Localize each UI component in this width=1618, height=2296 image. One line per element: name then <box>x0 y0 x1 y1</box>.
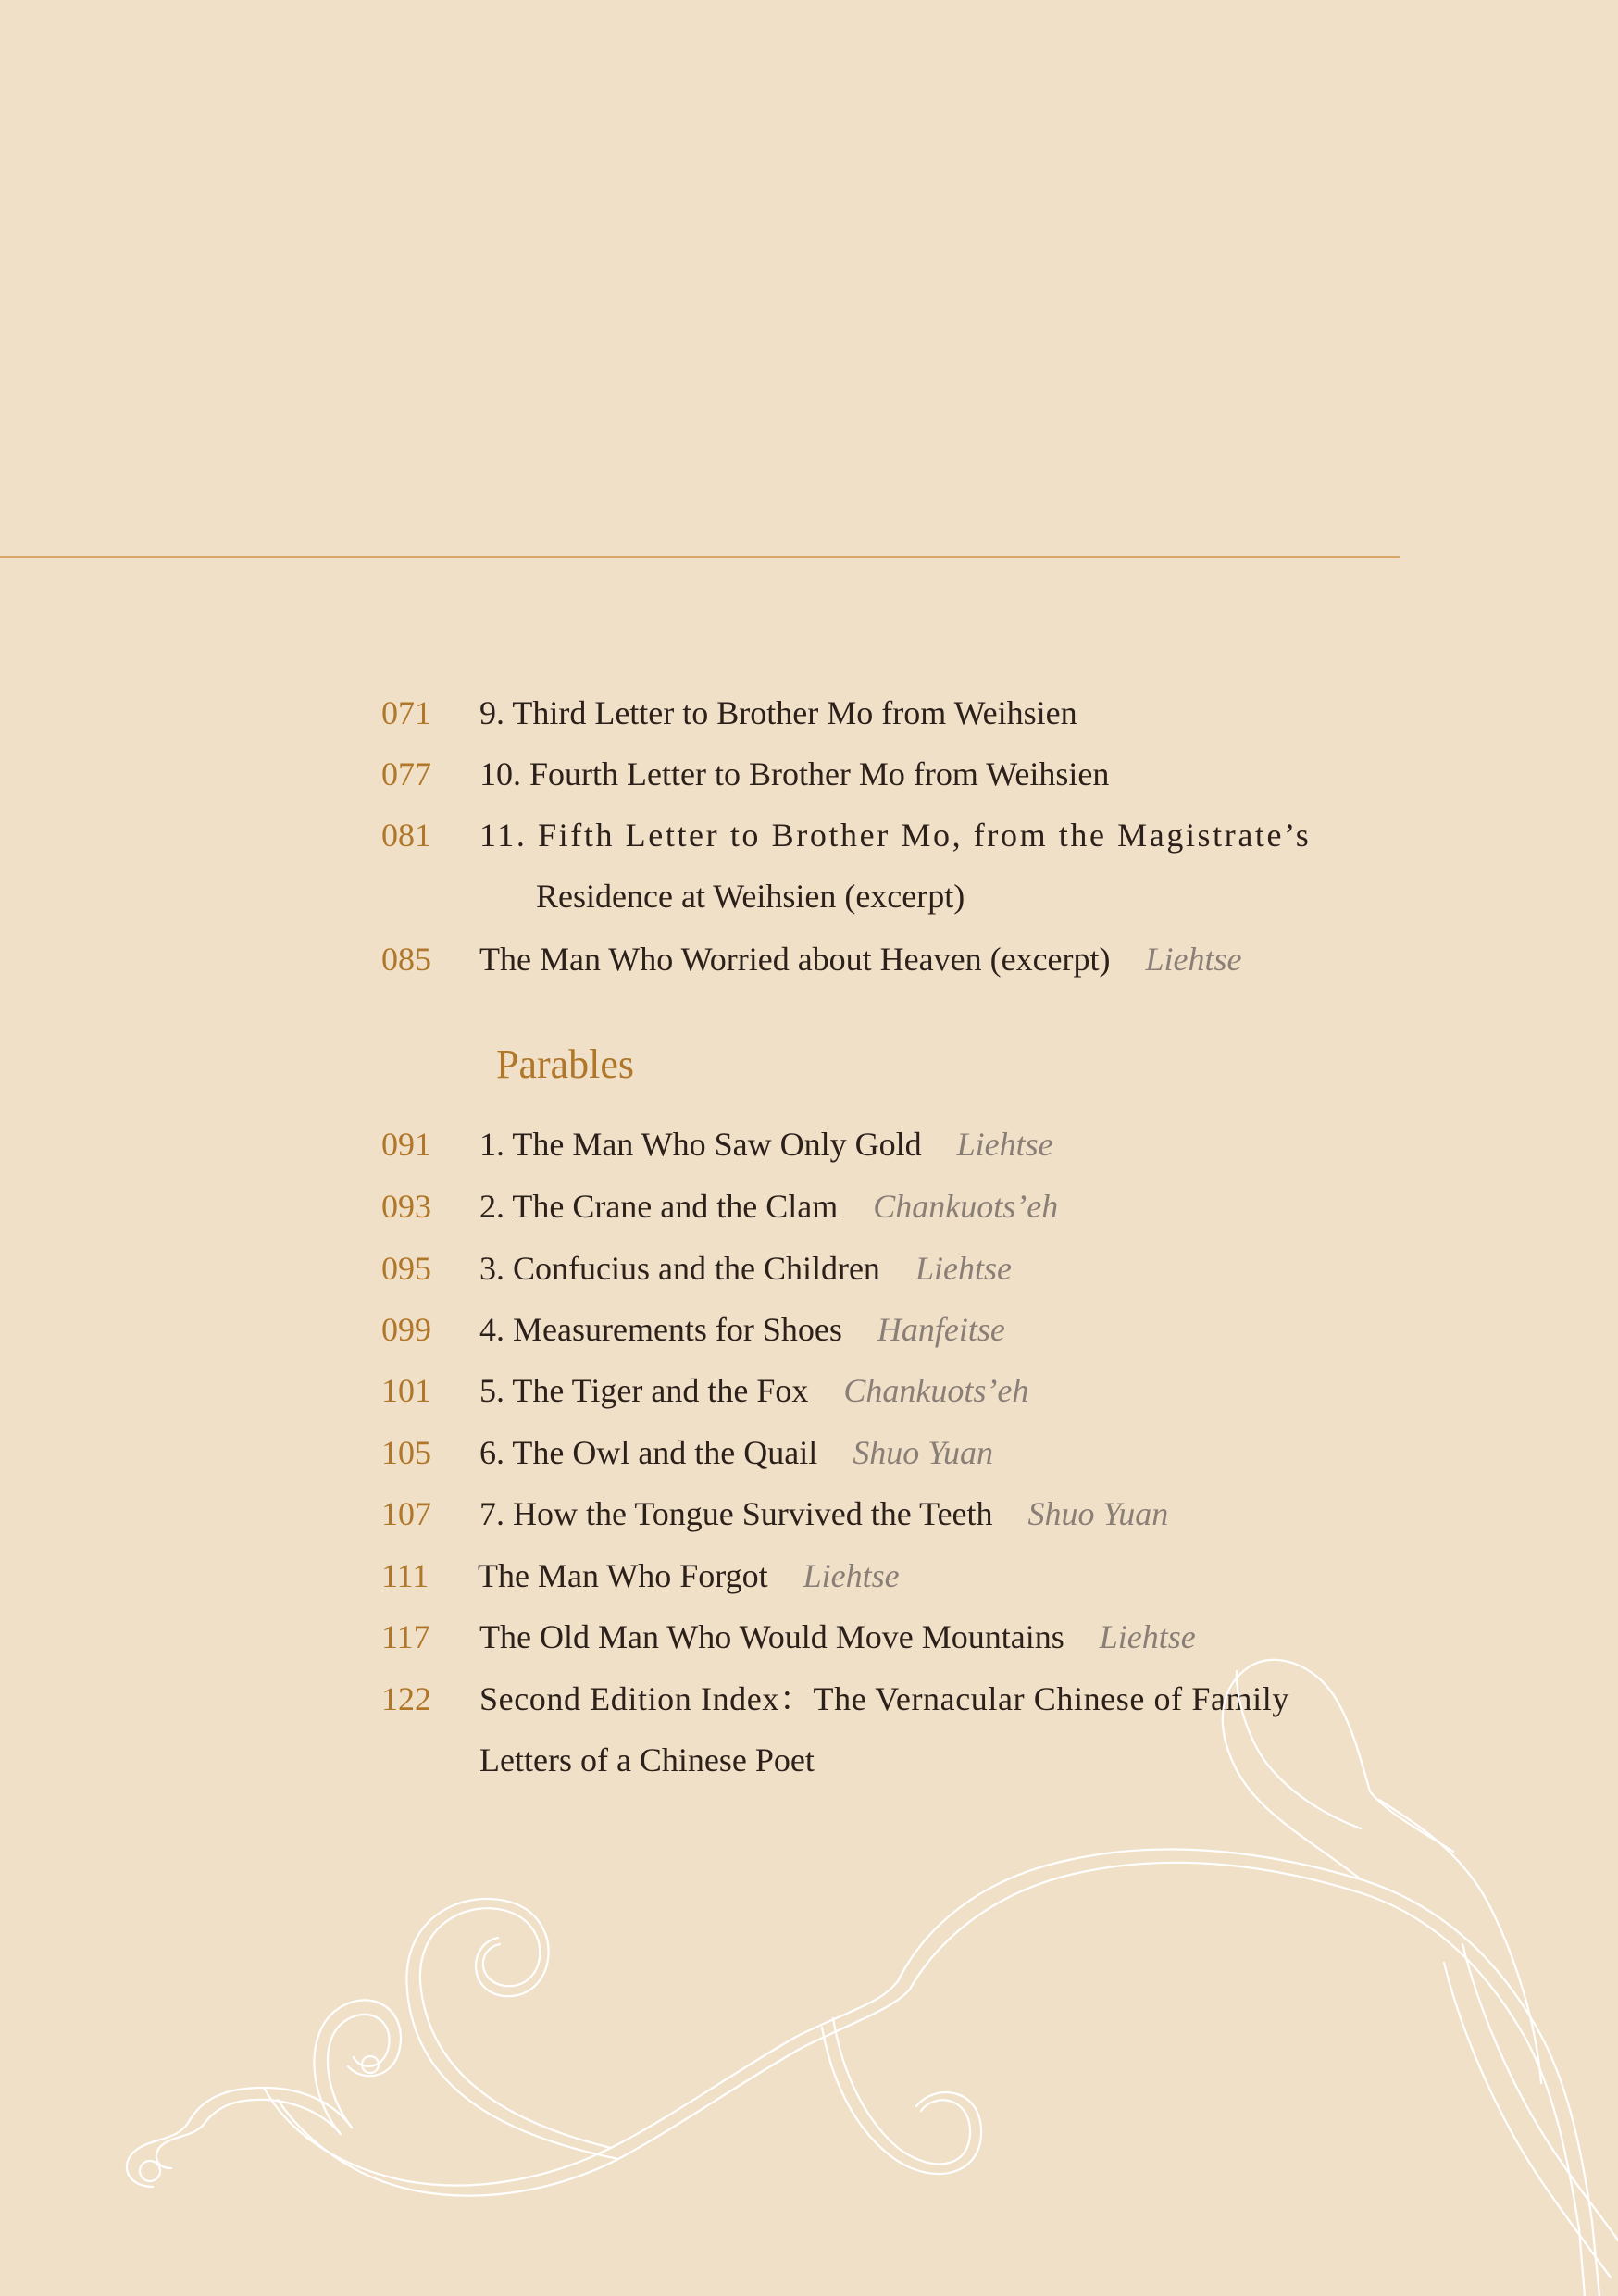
page-number: 077 <box>381 755 431 792</box>
author-name: Liehtse <box>956 1126 1053 1163</box>
author-name: Chankuots’eh <box>843 1372 1029 1409</box>
entry-title-continued: Residence at Weihsien (excerpt) <box>536 878 965 915</box>
author-name: Shuo Yuan <box>1027 1495 1169 1532</box>
toc-entry[interactable] <box>0 1671 1618 1788</box>
toc-entry[interactable] <box>0 685 1618 741</box>
toc-entry[interactable] <box>0 1363 1618 1418</box>
toc-entry[interactable] <box>0 1548 1618 1603</box>
author-name: Chankuots’eh <box>873 1188 1059 1225</box>
toc-entry[interactable] <box>0 1609 1618 1665</box>
toc-entry[interactable] <box>0 1425 1618 1480</box>
toc-entry[interactable] <box>0 1241 1618 1296</box>
toc-entry[interactable] <box>0 1486 1618 1541</box>
entry-title: 3. Confucius and the Children Liehtse <box>479 1250 1012 1287</box>
toc-entry[interactable] <box>0 1179 1618 1234</box>
author-name: Hanfeitse <box>877 1311 1005 1348</box>
page-number: 117 <box>381 1618 430 1655</box>
page-number: 095 <box>381 1250 431 1287</box>
entry-title: 7. How the Tongue Survived the Teeth Shuo Yuan <box>479 1495 1169 1532</box>
entry-title: 11. Fifth Letter to Brother Mo, from the Magistrate’s <box>479 817 1312 854</box>
author-name: Liehtse <box>915 1250 1012 1287</box>
page-number: 085 <box>381 941 431 978</box>
entry-title: 2. The Crane and the Clam Chankuots’eh <box>479 1188 1059 1225</box>
toc-entry[interactable] <box>0 807 1618 924</box>
entry-title: 4. Measurements for Shoes Hanfeitse <box>479 1311 1005 1348</box>
toc-entry[interactable] <box>0 1117 1618 1172</box>
author-name: Liehtse <box>1145 941 1242 978</box>
page-number: 101 <box>381 1372 431 1409</box>
page-number: 122 <box>381 1680 431 1717</box>
page-number: 081 <box>381 817 431 854</box>
entry-title: 10. Fourth Letter to Brother Mo from Weihsien <box>479 755 1110 792</box>
entry-title: 6. The Owl and the Quail Shuo Yuan <box>479 1434 993 1471</box>
entry-title: Second Edition Index：The Vernacular Chinese of Family <box>479 1680 1289 1717</box>
page-number: 093 <box>381 1188 431 1225</box>
entry-title: The Man Who Forgot Liehtse <box>478 1557 900 1594</box>
author-name: Shuo Yuan <box>853 1434 993 1471</box>
page-number: 111 <box>381 1557 429 1594</box>
entry-title: The Old Man Who Would Move Mountains Liehtse <box>479 1618 1196 1655</box>
entry-title: 5. The Tiger and the Fox Chankuots’eh <box>479 1372 1029 1409</box>
author-name: Liehtse <box>1099 1618 1196 1655</box>
page-number: 105 <box>381 1434 431 1471</box>
toc-entry[interactable] <box>0 746 1618 802</box>
author-name: Liehtse <box>803 1557 900 1594</box>
entry-title-continued: Letters of a Chinese Poet <box>479 1741 815 1778</box>
entry-title: 9. Third Letter to Brother Mo from Weihsien <box>479 694 1077 731</box>
page-number: 071 <box>381 694 431 731</box>
page-number: 107 <box>381 1495 431 1532</box>
page-number: 091 <box>381 1126 431 1163</box>
toc-entry[interactable] <box>0 931 1618 987</box>
section-heading: Parables <box>496 1042 635 1087</box>
entry-title: 1. The Man Who Saw Only Gold Liehtse <box>479 1126 1053 1163</box>
page-number: 099 <box>381 1311 431 1348</box>
entry-title: The Man Who Worried about Heaven (excerpt) Liehtse <box>479 941 1242 978</box>
toc-entry[interactable] <box>0 1302 1618 1357</box>
